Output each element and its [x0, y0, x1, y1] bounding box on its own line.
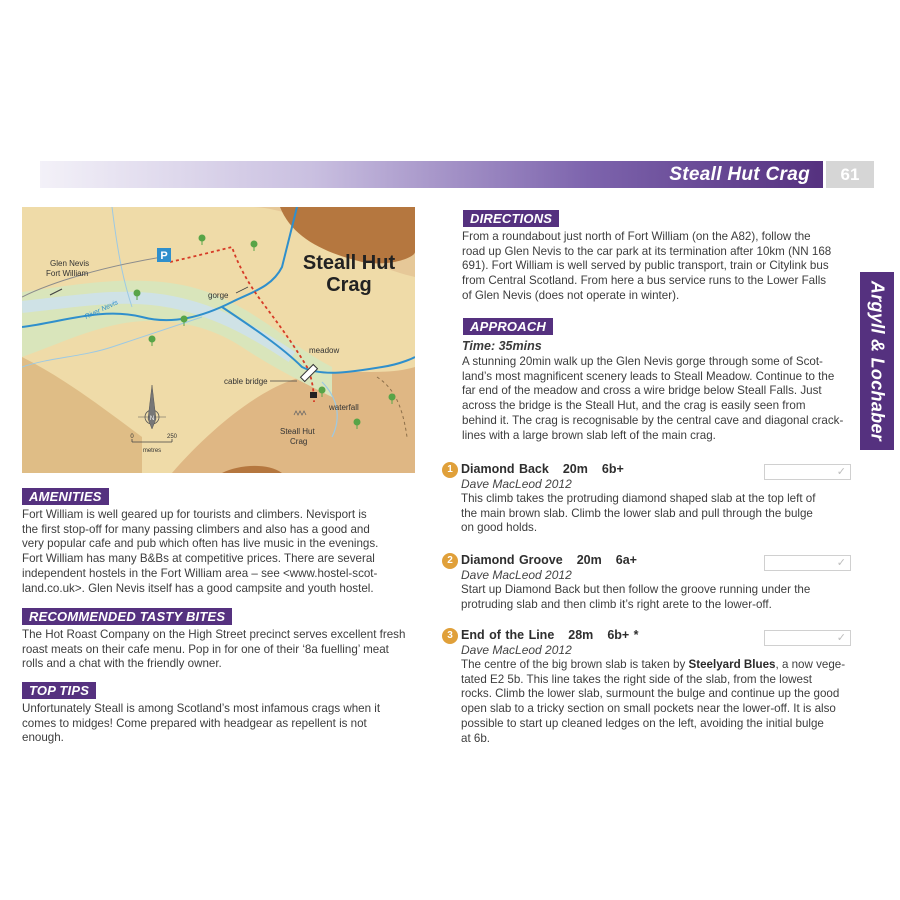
page-title: Steall Hut Crag [669, 164, 810, 185]
region-tab-label: Argyll & Lochaber [867, 280, 888, 442]
approach-heading: APPROACH [463, 318, 553, 335]
top-tips-text: Unfortunately Steall is among Scotland’s most infamous crags when it comes to midges! Come prepared with headgear as repellent is not enough. [22, 702, 381, 745]
region-tab [860, 272, 894, 450]
label-meadow: meadow [309, 346, 340, 355]
label-gorge: gorge [208, 291, 229, 300]
page-number: 61 [826, 161, 874, 188]
label-fort-william: Fort William [46, 269, 89, 278]
map-title-line2: Crag [326, 274, 372, 296]
label-river-nevis: River Nevis [83, 299, 120, 321]
tick-icon: ✓ [836, 557, 846, 569]
scale-start: 0 [130, 434, 134, 440]
approach-map [22, 207, 415, 473]
directions-heading: DIRECTIONS [463, 210, 559, 227]
label-waterfall: waterfall [329, 403, 359, 412]
top-tips-heading: TOP TIPS [22, 682, 96, 699]
amenities-heading: AMENITIES [22, 488, 109, 505]
approach-time: Time: 35mins [462, 339, 542, 353]
tick-box[interactable] [764, 464, 851, 480]
route-grade: 6b+ * [607, 628, 639, 642]
tick-icon: ✓ [836, 632, 846, 644]
route-number-badge: 3 [442, 628, 458, 644]
scale-unit: metres [142, 448, 162, 454]
label-steall-hut: Steall Hut [280, 427, 315, 436]
tick-box[interactable] [764, 555, 851, 571]
label-glen-nevis: Glen Nevis [50, 259, 90, 268]
route-description: Start up Diamond Back but then follow the groove running under the protruding slab and then climb it’s right arete to the lower-off. [461, 583, 811, 611]
route-description: The centre of the big brown slab is taken by Steelyard Blues, a now vege- tated E2 5b. This line takes the right side of the slab, from the lowest rocks. Climb the lower slab, surmount the bulge and continue up the good open slab to a tricky section on small pockets near the lower-off. It is also possible to start up cleaned ledges on the left, avoiding the initial bulge at 6b. [461, 658, 846, 745]
route-grade: 6a+ [615, 553, 637, 567]
route-number-badge: 1 [442, 462, 458, 478]
route-grade: 6b+ [601, 462, 624, 476]
scale-end: 250 [166, 434, 178, 440]
route-title [461, 462, 638, 476]
label-cable-bridge: cable bridge [224, 377, 268, 386]
directions-text: From a roundabout just north of Fort William (on the A82), follow the road up Glen Nevis to the car park at its termination after 10km (NN 168 691). Fort William is well served by public transport, train or Citylink bus from Central Scotland. From here a bus service runs to the Lower Falls of Glen Nevis (does not operate in winter). [462, 230, 832, 302]
approach-text: A stunning 20min walk up the Glen Nevis gorge through some of Scot- land’s most magnificent scenery leads to Steall Meadow. Continue to the far end of the meadow and cross a wire bridge below Steall Falls. Just across the bridge is the Steall Hut, and the crag is easily seen from behind it. The crag is recognisable by the central cave and diagonal crack- lines with a large brown slab left of the main crag. [462, 355, 844, 442]
amenities-text: Fort William is well geared up for tourists and climbers. Nevisport is the first stop-off for many passing climbers and also has a good and very popular cafe and pub which often has live music in the evenings. Fort William has many B&Bs at competitive prices. There are several independent hostels in the Fort William area – see <www.hostel-scot- land.co.uk>. Glen Nevis itself has a good campsite and youth hostel. [22, 508, 379, 595]
route-length: 20m [562, 462, 588, 476]
map-title-line1: Steall Hut [302, 252, 396, 274]
route-length: 28m [568, 628, 594, 642]
route-author: Dave MacLeod 2012 [461, 477, 572, 491]
route-author: Dave MacLeod 2012 [461, 568, 572, 582]
tasty-bites-heading: RECOMMENDED TASTY BITES [22, 608, 232, 625]
route-name: Diamond Groove [461, 553, 563, 567]
label-crag: Crag [290, 437, 308, 446]
route-name: End of the Line [461, 628, 555, 642]
tick-icon: ✓ [836, 466, 846, 478]
route-description: This climb takes the protruding diamond shaped slab at the top left of the main brown slab. Climb the lower slab and pull through the bulge on good holds. [461, 492, 816, 535]
tasty-bites-text: The Hot Roast Company on the High Street precinct serves excellent fresh roast meats on their cafe menu. Pop in for one of their ‘8a fuelling’ meat rolls and a chat with the friendly owner. [22, 628, 406, 671]
steall-hut-icon [310, 392, 317, 398]
tick-box[interactable] [764, 630, 851, 646]
route-reference: Steelyard Blues [688, 658, 776, 671]
parking-label: P [160, 250, 168, 262]
north-label: N [149, 416, 155, 422]
route-author: Dave MacLeod 2012 [461, 643, 572, 657]
route-name: Diamond Back [461, 462, 549, 476]
route-number-badge: 2 [442, 553, 458, 569]
route-title [461, 553, 651, 567]
route-length: 20m [576, 553, 602, 567]
route-title [461, 628, 653, 642]
